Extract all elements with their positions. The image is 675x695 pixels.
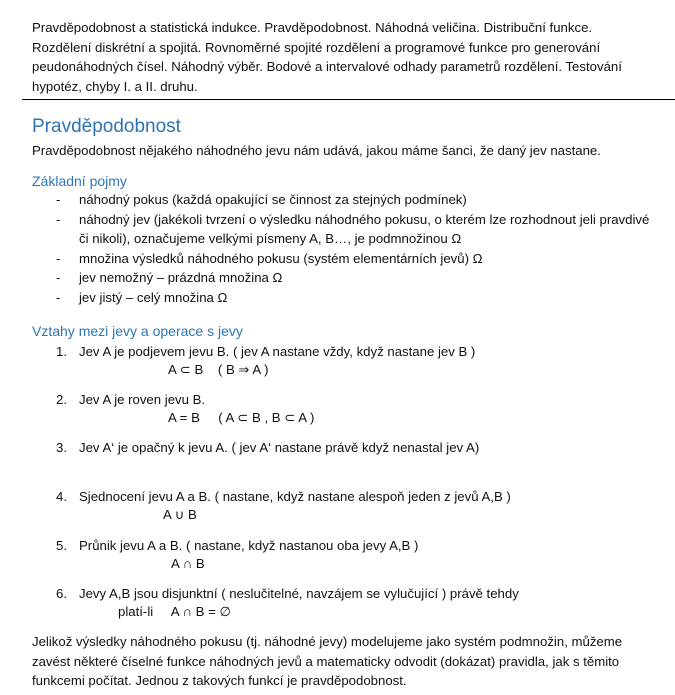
list-item (56, 268, 656, 288)
relations-heading: Vztahy mezi jevy a operace s jevy (32, 323, 243, 339)
closing-paragraph: Jelikož výsledky náhodného pokusu (tj. náhodné jevy) modelujeme jako systém podmnožin, můžeme zavést některé číselné funkce náhodných jevů a matematicky odvodit (dokázat) pravidla, jak s těmito funkcemi počítat. Jednou z takových funkcí je pravděpodobnost. (32, 634, 623, 688)
list-item-text: náhodný jev (jakékoli tvrzení o výsledku náhodného pokusu, o kterém lze rozhodnout jeli pravdivé či nikoli), označujeme velkými písmeny A, B…, je podmnožinou Ω (79, 211, 650, 246)
relation-formula-4: A ∪ B (163, 507, 197, 522)
basic-terms-heading: Základní pojmy (32, 173, 127, 189)
relation-formula-5: A ∩ B (171, 556, 205, 571)
list-item-text: jev nemožný – prázdná množina Ω (79, 270, 283, 285)
basic-terms-list (56, 190, 656, 307)
section-heading: Pravděpodobnost (32, 116, 181, 137)
list-item-text: množina výsledků náhodného pokusu (systém elementárních jevů) Ω (79, 250, 483, 266)
item-text: Sjednocení jevu A a B. ( nastane, když nastane alespoň jeden z jevů A,B ) (79, 489, 511, 504)
item-number: 5. (56, 538, 67, 553)
item-text: Průnik jevu A a B. ( nastane, když nastanou oba jevy A,B ) (79, 538, 419, 553)
topic-summary-paragraph: Pravděpodobnost a statistická indukce. Pravděpodobnost. Náhodná veličina. Distribuční funkce. Rozdělení diskrétní a spojitá. Rovnoměrné spojité rozdělení a programové funkce pro generování peudonáhodných čísel. Náhodný výběr. Bodové a intervalové odhady parametrů rozdělení. Testování hypotéz, chyby I. a II. druhu. (32, 20, 622, 94)
list-item-text: jev jistý – celý množina Ω (79, 289, 228, 305)
list-bullet: - (56, 211, 61, 227)
item-text: Jev A je roven jevu B. (79, 392, 206, 407)
relation-formula-1: A ⊂ B ( B ⇒ A ) (168, 362, 269, 377)
list-item-text: náhodný pokus (každá opakující se činnost za stejných podmínek) (79, 192, 467, 207)
section-intro-paragraph: Pravděpodobnost nějakého náhodného jevu nám udává, jakou máme šanci, že daný jev nastane. (32, 143, 601, 158)
list-item (56, 249, 656, 269)
item-text: Jev A je podjevem jevu B. ( jev A nastane vždy, když nastane jev B ) (79, 344, 476, 359)
list-bullet: - (56, 270, 61, 285)
item-text: Jev A‘ je opačný k jevu A. ( jev A‘ nastane právě když nenastal jev A) (79, 440, 480, 455)
item-number: 6. (56, 586, 67, 601)
list-bullet: - (56, 250, 61, 266)
list-item (56, 210, 656, 249)
horizontal-divider (22, 99, 675, 100)
relation-formula-6: platí-li A ∩ B = ∅ (118, 604, 231, 619)
item-number: 1. (56, 344, 67, 359)
list-bullet: - (56, 192, 61, 207)
list-item (56, 288, 656, 308)
list-bullet: - (56, 289, 61, 305)
relation-formula-2: A = B ( A ⊂ B , B ⊂ A ) (168, 410, 315, 425)
item-number: 3. (56, 440, 67, 455)
item-number: 4. (56, 489, 67, 504)
list-item (56, 190, 656, 210)
item-number: 2. (56, 392, 67, 407)
item-text: Jevy A,B jsou disjunktní ( neslučitelné, navzájem se vylučující ) právě tehdy (79, 586, 519, 601)
